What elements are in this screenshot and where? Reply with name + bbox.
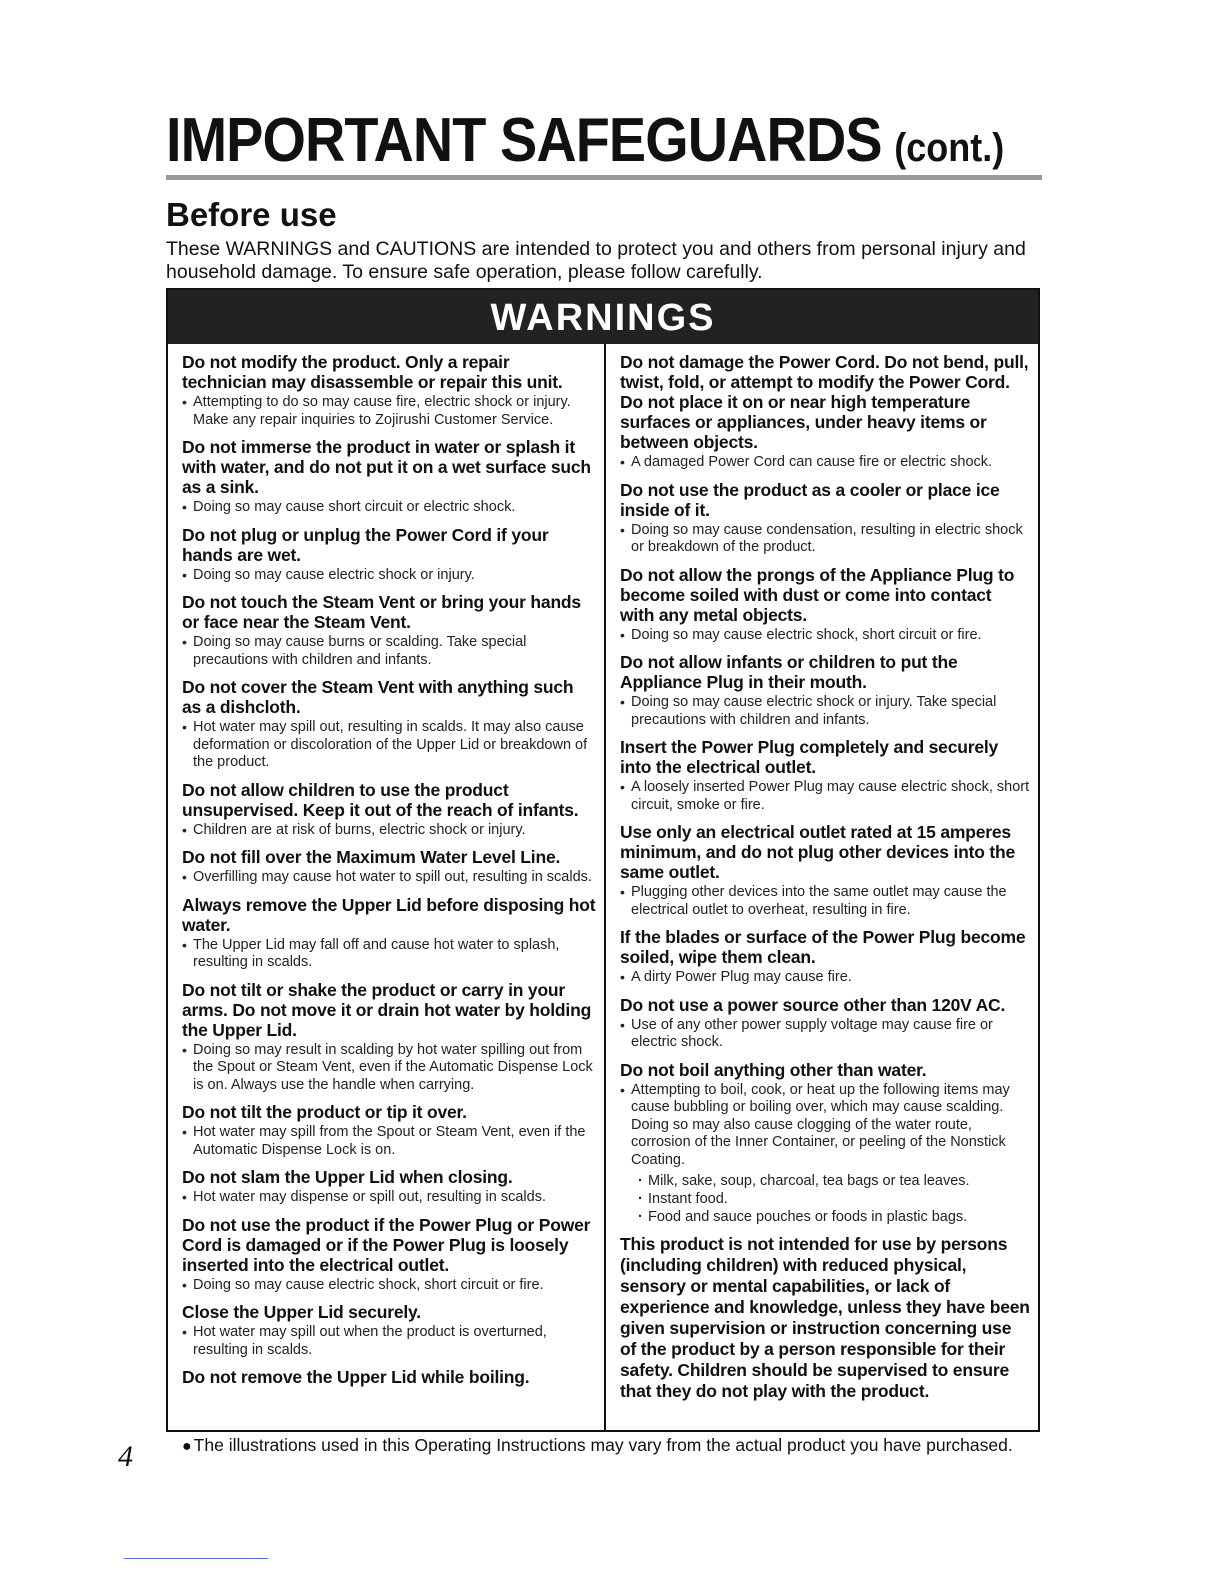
warning-item (182, 780, 596, 840)
warning-title: Do not damage the Power Cord. Do not bend, pull, twist, fold, or attempt to modify the Power Cord. Do not place it on or near high temperature surfaces or appliances, under heavy items or between objects. (620, 352, 1029, 452)
warnings-left-column (182, 352, 596, 1395)
warning-title: Do not fill over the Maximum Water Level Line. (182, 847, 561, 867)
warning-title: If the blades or surface of the Power Plug become soiled, wipe them clean. (620, 927, 1026, 967)
page-title-suffix: (cont.) (894, 126, 1005, 170)
warning-detail: • Doing so may cause electric shock, short circuit or fire. (620, 627, 1030, 645)
warning-item (620, 995, 1030, 1052)
warning-item (620, 737, 1030, 814)
warning-item (182, 1102, 596, 1159)
warning-title: Do not allow infants or children to put the Appliance Plug in their mouth. (620, 652, 958, 692)
warning-detail: • The Upper Lid may fall off and cause hot water to splash, resulting in scalds. (182, 937, 596, 972)
non-water-items-list (620, 1172, 1030, 1226)
warning-detail: • Hot water may spill from the Spout or Steam Vent, even if the Automatic Dispense Lock is on. (182, 1124, 596, 1159)
warning-item (182, 847, 596, 887)
list-item: · Instant food. (638, 1190, 1030, 1208)
warning-title: Do not use a power source other than 120V AC. (620, 994, 1006, 1015)
warning-title: Do not modify the product. Only a repair technician may disassemble or repair this unit. (182, 352, 563, 392)
list-item: · Food and sauce pouches or foods in plastic bags. (638, 1208, 1030, 1226)
warning-title: Use only an electrical outlet rated at 15 amperes minimum, and do not plug other devices into the same outlet. (620, 822, 1016, 882)
warning-detail: • Overfilling may cause hot water to spill out, resulting in scalds. (182, 869, 596, 887)
warning-item (182, 895, 596, 972)
warning-title: Do not remove the Upper Lid while boiling. (182, 1367, 530, 1387)
warning-title: Always remove the Upper Lid before disposing hot water. (182, 894, 596, 935)
warning-item (182, 1302, 596, 1359)
warning-detail: • Children are at risk of burns, electric shock or injury. (182, 822, 596, 840)
warnings-box (166, 288, 1040, 1432)
warning-item (182, 1167, 596, 1207)
warning-detail: • Doing so may result in scalding by hot water spilling out from the Spout or Steam Vent, even if the Automatic Dispense Lock is on. Always use the handle when carrying. (182, 1042, 596, 1095)
warning-detail: • Attempting to boil, cook, or heat up the following items may cause bubbling or boiling over, which may cause scalding. Doing so may also cause clogging of the water route, corrosion of the Inner Container, or peeling of the Nonstick Coating. (620, 1082, 1030, 1170)
bullet-icon: ● (182, 1438, 192, 1455)
warning-item (182, 592, 596, 669)
warning-item (182, 677, 596, 772)
warning-detail: • Plugging other devices into the same outlet may cause the electrical outlet to overheat, resulting in fire. (620, 884, 1030, 919)
warning-title: Do not allow the prongs of the Appliance Plug to become soiled with dust or come into contact with any metal objects. (620, 564, 1015, 625)
page-number: 4 (118, 1440, 133, 1473)
column-divider (604, 344, 606, 1430)
warning-item (182, 1215, 596, 1295)
warning-title: Do not cover the Steam Vent with anything such as a dishcloth. (182, 677, 574, 717)
page-title-main: IMPORTANT SAFEGUARDS (166, 106, 882, 175)
footer-line (124, 1558, 268, 1559)
page-title (166, 106, 1005, 179)
illustration-note (182, 1434, 1013, 1458)
warning-item (182, 980, 596, 1095)
warning-title: Do not tilt or shake the product or carry in your arms. Do not move it or drain hot water by holding the Upper Lid. (182, 979, 592, 1040)
warning-detail: • Doing so may cause burns or scalding. Take special precautions with children and infants. (182, 634, 596, 669)
warning-title: Do not tilt the product or tip it over. (182, 1102, 467, 1122)
warning-item (620, 480, 1030, 557)
warning-item (182, 525, 596, 585)
warning-detail: • Doing so may cause electric shock or injury. (182, 567, 596, 585)
warning-title: Do not boil anything other than water. (620, 1059, 927, 1080)
warning-title: Do not plug or unplug the Power Cord if your hands are wet. (182, 524, 549, 565)
warning-title: Do not touch the Steam Vent or bring your hands or face near the Steam Vent. (182, 592, 581, 632)
warnings-banner: WARNINGS (168, 290, 1038, 344)
warning-item (620, 822, 1030, 919)
warning-detail: • Doing so may cause condensation, resulting in electric shock or breakdown of the product. (620, 522, 1030, 557)
warning-item (620, 1060, 1030, 1227)
section-title: Before use (166, 196, 337, 233)
warning-title: Do not use the product if the Power Plug or Power Cord is damaged or if the Power Plug is loosely inserted into the electrical outlet. (182, 1214, 591, 1275)
warning-title: This product is not intended for use by persons (including children) with reduced physical, sensory or mental capabilities, or lack of experience and knowledge, unless they have been given supervision or instruction concerning use of the product by a person responsible for their safety. Children should be supervised to ensure that they do not play with the product. (620, 1234, 1030, 1401)
warning-title: Do not use the product as a cooler or place ice inside of it. (620, 479, 1000, 520)
title-rule (166, 175, 1042, 180)
warning-detail: • A dirty Power Plug may cause fire. (620, 969, 1030, 987)
warning-detail: • Attempting to do so may cause fire, electric shock or injury. Make any repair inquiries to Zojirushi Customer Service. (182, 394, 596, 429)
warning-detail: • Hot water may spill out, resulting in scalds. It may also cause deformation or discoloration of the Upper Lid or breakdown of the product. (182, 719, 596, 772)
warning-title: Do not slam the Upper Lid when closing. (182, 1167, 513, 1187)
warning-item (182, 1367, 596, 1387)
warning-item (620, 565, 1030, 645)
warning-title: Do not immerse the product in water or splash it with water, and do not put it on a wet surface such as a sink. (182, 437, 591, 497)
warning-detail: • Use of any other power supply voltage may cause fire or electric shock. (620, 1017, 1030, 1052)
warning-detail: • Doing so may cause electric shock or injury. Take special precautions with children and infants. (620, 694, 1030, 729)
warning-item (620, 652, 1030, 729)
warning-title: Insert the Power Plug completely and securely into the electrical outlet. (620, 737, 999, 777)
warning-item (182, 437, 596, 517)
warning-detail: • Hot water may dispense or spill out, resulting in scalds. (182, 1189, 596, 1207)
list-item: · Milk, sake, soup, charcoal, tea bags or tea leaves. (638, 1172, 1030, 1190)
warning-item (182, 352, 596, 429)
warning-detail: • A damaged Power Cord can cause fire or electric shock. (620, 454, 1030, 472)
warning-detail: • Hot water may spill out when the product is overturned, resulting in scalds. (182, 1324, 596, 1359)
warning-item (620, 352, 1030, 472)
warning-detail: • Doing so may cause short circuit or electric shock. (182, 499, 596, 517)
warning-item (620, 927, 1030, 987)
warning-title: Close the Upper Lid securely. (182, 1302, 421, 1322)
warning-title: Do not allow children to use the product unsupervised. Keep it out of the reach of infants. (182, 779, 579, 820)
warnings-right-column (620, 352, 1030, 1410)
warning-detail: • A loosely inserted Power Plug may cause electric shock, short circuit, smoke or fire. (620, 779, 1030, 814)
illustration-note-text: The illustrations used in this Operating Instructions may vary from the actual product you have purchased. (193, 1435, 1013, 1455)
warning-detail: • Doing so may cause electric shock, short circuit or fire. (182, 1277, 596, 1295)
section-intro: These WARNINGS and CAUTIONS are intended to protect you and others from personal injury and household damage. To ensure safe operation, please follow carefully. (166, 238, 1026, 283)
warning-item (620, 1234, 1030, 1402)
